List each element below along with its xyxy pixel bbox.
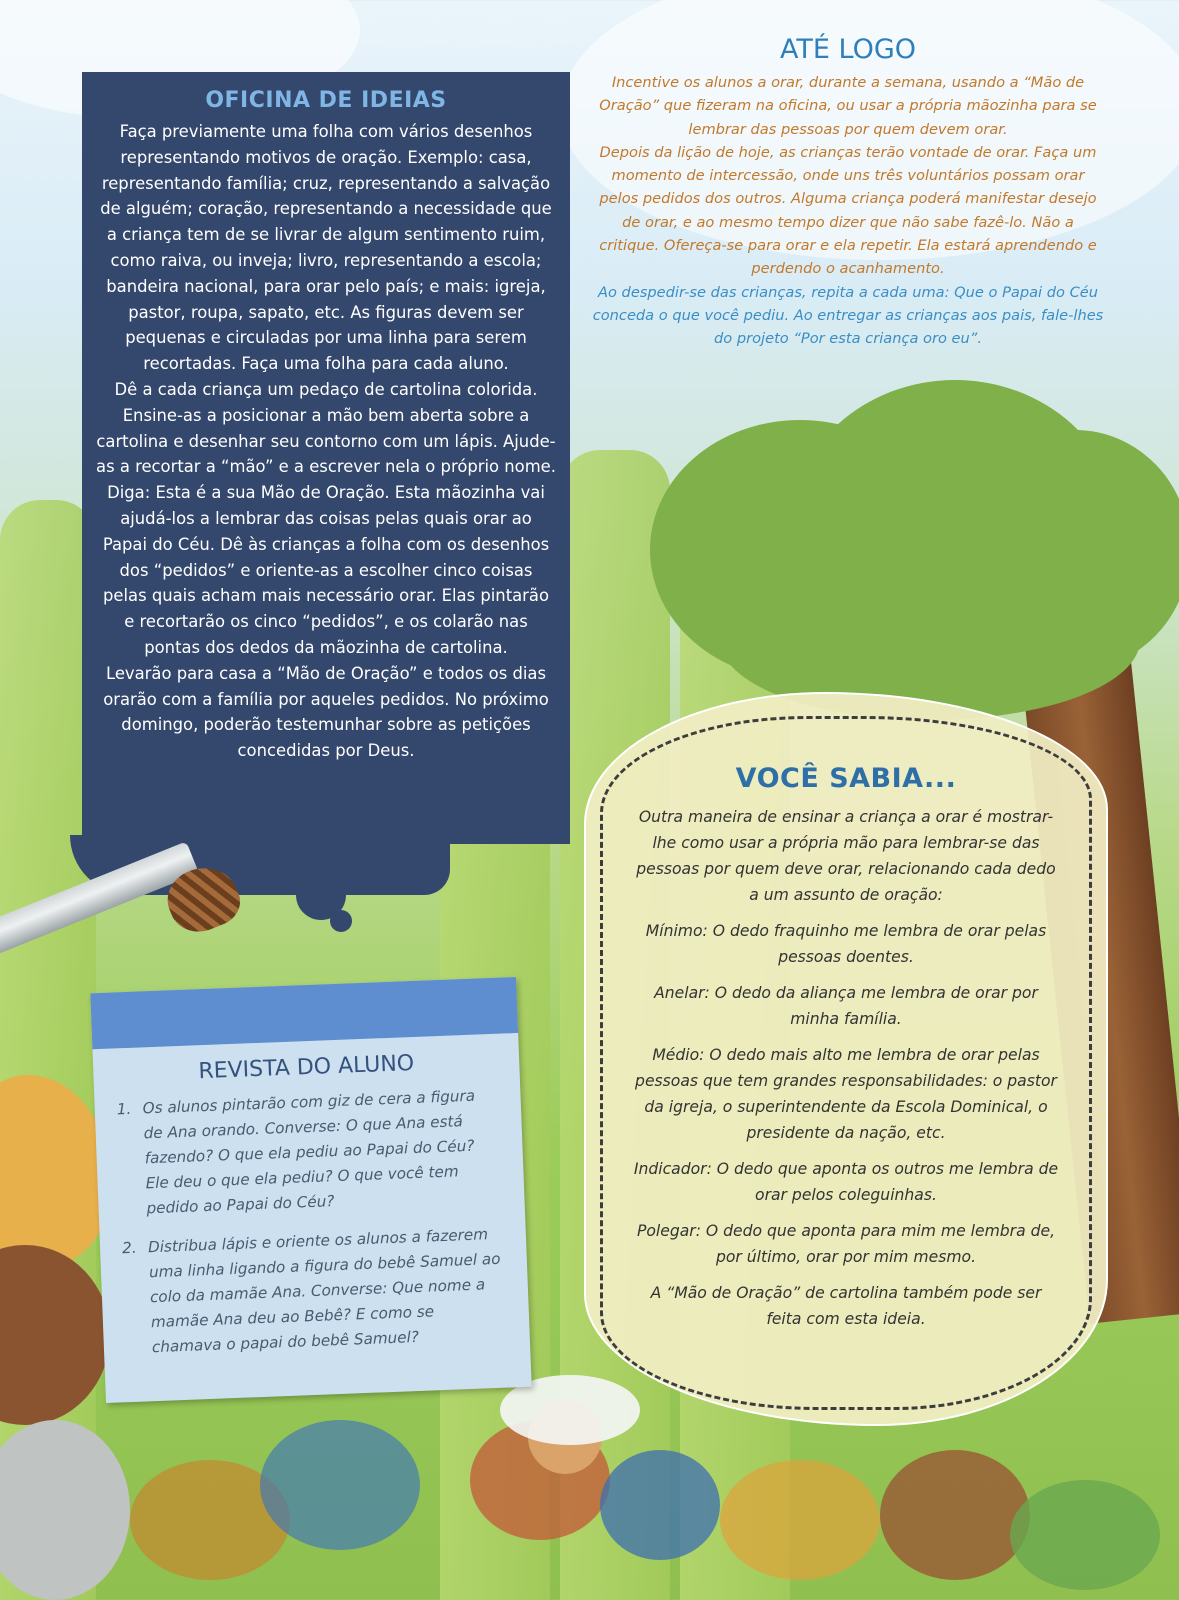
note-tape-header (90, 977, 518, 1049)
list-item-number: 1. (116, 1099, 132, 1119)
finger-item-anelar: Anelar: O dedo da aliança me lembra de orar por minha família. (654, 984, 1038, 1028)
paint-drop (330, 910, 352, 932)
finger-item-polegar: Polegar: O dedo que aponta para mim me lembra de, por último, orar por mim mesmo. (636, 1222, 1056, 1266)
voce-sabia-panel (600, 716, 1092, 1410)
list-item-number: 2. (121, 1238, 137, 1258)
voce-sabia-title: VOCÊ SABIA... (735, 763, 957, 794)
paint-splat (880, 1450, 1030, 1580)
oficina-paragraph: Faça previamente uma folha com vários desenhos representando motivos de oração. Exemplo: casa, representando família; cruz, representando a salvação de alguém; coração, representando a necessidade que a criança tem de se livrar de algum sentimento ruim, como raiva, ou inveja; livro, representando a escola; bandeira nacional, para orar pelo país; e mais: igreja, pastor, roupa, sapato, etc. As figuras devem ser pequenas e circuladas por uma linha para serem recortadas. Faça uma folha para cada aluno. (100, 122, 552, 374)
paint-splat (720, 1460, 880, 1580)
ate-logo-closing: Ao despedir-se das crianças, repita a cada uma: Que o Papai do Céu conceda o que você pediu. Ao entregar as crianças aos pais, fale-lhes do projeto “Por esta criança oro eu”. (592, 283, 1104, 348)
revista-title: REVISTA DO ALUNO (197, 1050, 415, 1085)
oficina-paragraph: Dê a cada criança um pedaço de cartolina colorida. Ensine-as a posicionar a mão bem aberta sobre a cartolina e desenhar seu contorno com um lápis. Ajude-as a recortar a “mão” e a escrever nela o próprio nome. Diga: Esta é a sua Mão de Oração. Esta mãozinha vai ajudá-los a lembrar das coisas pelas quais orar ao Papai do Céu. Dê às crianças a folha com os desenhos dos “pedidos” e oriente-as a escolher cinco coisas pelas quais acham mais necessário orar. Elas pintarão e recortarão os cinco “pedidos”, e os colarão nas pontas dos dedos da mãozinha de cartolina. (96, 379, 556, 657)
finger-item-indicador: Indicador: O dedo que aponta os outros me lembra de orar pelos coleguinhas. (633, 1160, 1059, 1204)
paint-splat (600, 1450, 720, 1560)
list-item (116, 1083, 501, 1222)
ate-logo-title: ATÉ LOGO (779, 34, 916, 65)
ate-logo-paragraph: Depois da lição de hoje, as crianças terão vontade de orar. Faça um momento de intercessão, onde uns três voluntários possam orar pelos pedidos dos outros. Alguma criança poderá manifestar desejo de orar, e ao mesmo tempo dizer que não sabe fazê-lo. Não a critique. Ofereça-se para orar e ela repetir. Ela estará aprendendo e perdendo o acanhamento. (599, 143, 1097, 278)
oficina-paragraph: Levarão para casa a “Mão de Oração” e todos os dias orarão com a família por aqueles pedidos. No próximo domingo, poderão testemunhar sobre as petições concedidas por Deus. (103, 663, 549, 761)
paint-splat (1010, 1480, 1160, 1590)
oficina-de-ideias-panel (82, 72, 570, 844)
list-item (122, 1222, 507, 1361)
paint-splat (260, 1420, 420, 1550)
zebra-illustration (0, 1420, 130, 1600)
ate-logo-paragraph: Incentive os alunos a orar, durante a semana, usando a “Mão de Oração” que fizeram na oficina, ou usar a própria mãozinha para se lembrar das pessoas por quem devem orar. (599, 74, 1097, 138)
list-item-text: Os alunos pintarão com giz de cera a figura de Ana orando. Converse: O que Ana está fazendo? O que ela pediu ao Papai do Céu? Ele deu o que ela pediu? O que você tem pedido ao Papai do Céu? (142, 1086, 476, 1218)
oficina-title: OFICINA DE IDEIAS (205, 88, 447, 113)
voce-sabia-intro: Outra maneira de ensinar a criança a orar é mostrar-lhe como usar a própria mão para lembrar-se das pessoas por quem deve orar, relacionando cada dedo a um assunto de oração: (636, 808, 1056, 904)
finger-item-medio: Médio: O dedo mais alto me lembra de orar pelas pessoas que tem grandes responsabilidades: o pastor da igreja, o superintendente da Escola Dominical, o presidente da nação, etc. (635, 1046, 1057, 1142)
list-item-text: Distribua lápis e oriente os alunos a fazerem uma linha ligando a figura do bebê Samuel ao colo da mamãe Ana. Converse: Que nome a mamãe Ana deu ao Bebê? E como se chamava o papai do bebê Samuel? (147, 1225, 501, 1357)
ate-logo-section (592, 34, 1104, 351)
revista-do-aluno-note (90, 977, 531, 1403)
finger-item-minimo: Mínimo: O dedo fraquinho me lembra de orar pelas pessoas doentes. (645, 922, 1047, 966)
voce-sabia-closing: A “Mão de Oração” de cartolina também pode ser feita com esta ideia. (650, 1284, 1042, 1328)
